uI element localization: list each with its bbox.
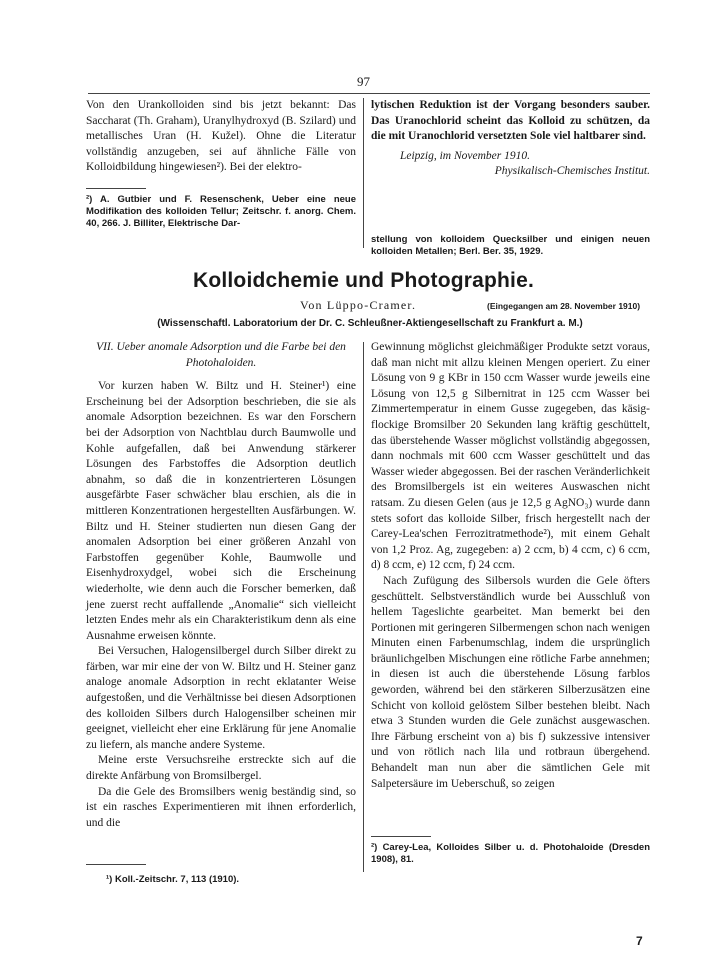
- footnote-rule: [371, 836, 431, 837]
- paragraph: Vor kurzen haben W. Biltz und H. Steiner¹) eine Erscheinung bei der Adsorption beschrieben, die sie als anomale Adsorption bezeichnen. Es war den Forschern bei der Adsorption von Nachtblau durch Baumwolle und Kohle aufgefallen, daß bei Anwendung stärkerer Lösungen des Farbstoffes die Adsorption deutlich abnahm, so daß die in konzentrierteren Lösungen ausgefärbte Faser schwächer blau erschien, als die in mittleren Konzentrationen hergestellten Ausfärbungen. W. Biltz und H. Steiner studierten nun diesen Gang der anomalen Adsorption bei einer größeren Anzahl von Farbstoffen gegenüber Kohle, Baumwolle und Eisenhydroxydgel, wobei sich die Erscheinung wiederholte, wie denn auch die Forscher bemerken, daß jene zuerst recht auffallende „Anomalie“ sich vielleicht letzten Endes mehr als ein Charakteristikum denn als eine Ausnahme erweisen könnte.: [86, 380, 356, 642]
- footnote-rule: [86, 188, 146, 189]
- article-author: Von Lüppo-Cramer.: [300, 298, 417, 312]
- main-right-column: [371, 340, 650, 792]
- article-title: Kolloidchemie und Photographie.: [192, 269, 535, 292]
- paragraph: Meine erste Versuchsreihe erstreckte sich auf die direkte Anfärbung von Bromsilbergel.: [86, 754, 356, 783]
- continued-paragraph-right: lytischen Reduktion ist der Vorgang besonders sauber. Das Uranochlorid scheint das Kolloid zu schützen, da die mit Uranochlorid versetzten Sole viel haltbarer sind.: [371, 99, 650, 143]
- paragraph: Bei Versuchen, Halogensilbergel durch Silber direkt zu färben, war mir eine der von W. Biltz und H. Steiner ganz analoge anomale Adsorption in recht eklatanter Weise aufgestoßen, und die Verhältnisse bei diesen Adsorptionen des kolloiden Silbers durch Halogensilber scheinen mir geeignet, vielleicht eher eine Erklärung für jene Anomalie zu liefern, als manche andere Systeme.: [86, 645, 356, 751]
- place-date: Leipzig, im November 1910.: [399, 149, 530, 162]
- continued-paragraph: Von den Urankolloiden sind bis jetzt bekannt: Das Saccharat (Th. Graham), Uranylhydroxyd (B. Szilard) und metallisches Uran (H. Kužel). Ohne die Literatur vollständig anzugeben, sei auf ähnliche Fälle von Kolloidbildung hingewiesen²). Bei der elektro-: [86, 99, 356, 174]
- paragraph: Da die Gele des Bromsilbers wenig beständig sind, so ist ein rasches Experimentieren mit ihnen erforderlich, und die: [86, 785, 356, 829]
- signature-mark: 7: [636, 934, 643, 948]
- footnote-top-right: stellung von kolloidem Quecksilber und einigen neuen kolloiden Metallen; Berl. Ber. 35, 1929.: [371, 234, 650, 257]
- column-divider-main: [363, 342, 364, 872]
- paragraph: Gewinnung möglichst gleichmäßiger Produkte setzt voraus, daß man nicht mit allzu kleinen Mengen operiert. Zu einer Lösung von 9 g KBr in 150 ccm Wasser wurde jeweils eine Lösung von 12,5 g Silbernitrat in 125 ccm Wasser bei Zimmertemperatur in einem Gusse zugegeben, das käsig-flockige Bromsilber 20 Sekunden lang kräftig geschüttelt, das überstehende Wasser möglichst vollständig abgegossen, dann nochmals mit 600 ccm Wasser geschüttelt und das Wasser wieder abgegossen. Bei der raschen Veränderlichkeit des Bromsilbergels ist ein weiteres Auswaschen nicht ratsam. Zu diesen Gelen (aus je 12,5 g AgNO₃) wurde dann stets sofort das kolloide Silber, frisch hergestellt nach der Carey-Lea'schen Ferrozitratmethode²), mit einem Gehalt von 1,2 Proz. Ag, zugegeben: a) 2 ccm, b) 4 ccm, c) 6 ccm, d) 8 ccm, e) 12 ccm, f) 24 ccm.: [371, 341, 650, 572]
- page-number: 97: [357, 74, 370, 89]
- institute: Physikalisch-Chemisches Institut.: [494, 165, 650, 178]
- paragraph: Nach Zufügung des Silbersols wurden die Gele öfters geschüttelt. Selbstverständlich wurde bei Ausschluß von hellem Tageslichte gearbeitet. Man bemerkt bei den Portionen mit geringeren Silbermengen schon nach wenigen Minuten einen Farbenumschlag, indem die ursprünglich bräunlichgelben Mischungen eine rötliche Farbe annehmen; in diesen ist auch die überstehende Lösung farblos geworden, während bei den stärkeren Silberzusätzen eine Schicht von kolloid gelöstem Silber bestehen bleibt. Nach etwa 3 Stunden wurden die Gele zunächst ausgewaschen. Ihre Färbung erscheint von a) bis f) sukzessive intensiver und von rötlich nach lila und rotbraun übergehend. Behandelt man nun aber die sämtlichen Gele mit Salpetersäure im Ueberschuß, so zeigen: [371, 574, 650, 790]
- footnote-main-left: ¹) Koll.-Zeitschr. 7, 113 (1910).: [106, 874, 240, 885]
- header-rule: [88, 93, 650, 94]
- top-left-column: [86, 98, 356, 176]
- footnote-main-right: ²) Carey-Lea, Kolloides Silber u. d. Photohaloide (Dresden 1908), 81.: [371, 842, 650, 865]
- footnote-rule: [86, 864, 146, 865]
- footnote-top-left: ²) A. Gutbier und F. Resenschenk, Ueber eine neue Modifikation des kolloiden Tellur; Zeitschr. f. anorg. Chem. 40, 266. J. Billiter, Elektrische Dar-: [86, 194, 356, 229]
- signoff: [371, 149, 650, 180]
- top-right-column: [371, 98, 650, 180]
- main-left-column: [86, 340, 356, 831]
- received-date: (Eingegangen am 28. November 1910): [487, 301, 641, 311]
- article-affiliation: (Wissenschaftl. Laboratorium der Dr. C. Schleußner-Aktiengesellschaft zu Frankfurt a. M.): [157, 318, 583, 329]
- column-divider-top: [363, 98, 364, 248]
- section-heading: VII. Ueber anomale Adsorption und die Farbe bei den Photohaloiden.: [96, 341, 346, 369]
